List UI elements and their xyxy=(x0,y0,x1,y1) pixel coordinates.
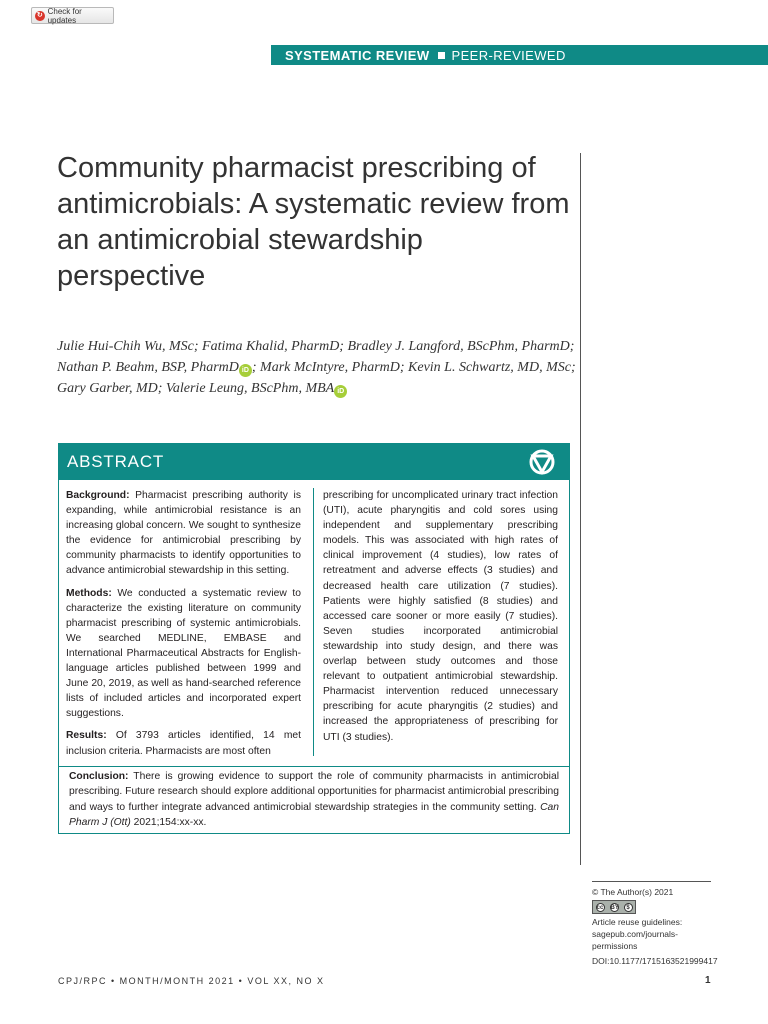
orcid-icon[interactable]: iD xyxy=(334,385,347,398)
conclusion-box xyxy=(58,767,570,834)
journal-logo-icon xyxy=(527,447,557,477)
citation-journal: Can Pharm J (Ott) xyxy=(69,801,559,828)
conclusion-label: Conclusion: xyxy=(69,771,129,782)
section-label: SYSTEMATIC REVIEW xyxy=(285,47,430,63)
background-text: Pharmacist prescribing authority is expanding, while antimicrobial resistance is an increasing global concern. We sought to synthesize the evidence for antimicrobial prescribing by community pharmacists to identify opportunities to advance antimicrobial stewardship in this setting. xyxy=(66,490,301,577)
abstract-right-column xyxy=(323,488,558,752)
authors-line-3: Gary Garber, MD; Valerie Leung, BScPhm, MBA xyxy=(57,381,335,396)
article-title: Community pharmacist prescribing of antimicrobials: A systematic review from an antimicrobial stewardship perspective xyxy=(57,152,570,292)
background-paragraph xyxy=(66,488,301,579)
results-text: Of 3793 articles identified, 14 met inclusion criteria. Pharmacists are most often xyxy=(66,730,301,757)
column-divider xyxy=(313,488,314,756)
results-paragraph xyxy=(66,728,301,758)
methods-text: We conducted a systematic review to characterize the existing literature on community pharmacist prescribing of systemic antimicrobials. We searched MEDLINE, EMBASE and International Pharmaceutical Abstracts for English-language articles published between 1999 and June 20, 2019, as well as hand-searched reference lists of included articles and incorporated expert suggestions. xyxy=(66,587,301,720)
article-type-banner xyxy=(271,45,768,65)
check-for-updates-label: Check for updates xyxy=(47,6,82,25)
review-tag: PEER-REVIEWED xyxy=(451,47,566,63)
authors-line-1: Julie Hui-Chih Wu, MSc; Fatima Khalid, PharmD; Bradley J. Langford, BScPhm, PharmD; xyxy=(57,339,575,354)
methods-label: Methods: xyxy=(66,587,112,599)
page-number: 1 xyxy=(705,975,711,986)
authors-line-2b: ; Mark McIntyre, PharmD; Kevin L. Schwartz, MD, MSc; xyxy=(251,360,576,375)
check-for-updates-button[interactable] xyxy=(31,7,114,24)
cc-nc-icon: $ xyxy=(624,903,633,912)
copyright-text: © The Author(s) 2021 xyxy=(592,887,674,897)
vertical-divider xyxy=(580,153,581,865)
methods-paragraph xyxy=(66,586,301,722)
abstract-heading: ABSTRACT xyxy=(67,452,165,471)
background-label: Background: xyxy=(66,490,130,501)
author-list xyxy=(57,336,577,399)
journal-footer: CPJ/RPC • MONTH/MONTH 2021 • VOL XX, NO X xyxy=(58,976,325,986)
authors-line-2a: Nathan P. Beahm, BSP, PharmD xyxy=(57,360,239,375)
reuse-link[interactable]: sagepub.com/journals-permissions xyxy=(592,929,678,951)
abstract-box xyxy=(58,443,570,767)
doi-link[interactable]: DOI:10.1177/1715163521999417 xyxy=(592,956,718,966)
orcid-icon[interactable]: iD xyxy=(239,364,252,377)
cc-license-icon[interactable] xyxy=(592,900,636,914)
cc-by-icon: BY xyxy=(610,904,619,911)
citation-rest: 2021;154:xx-xx. xyxy=(130,816,207,828)
abstract-left-column xyxy=(66,488,301,766)
results-label: Results: xyxy=(66,730,107,742)
conclusion-text: There is growing evidence to support the role of community pharmacists in antimicrobial prescribing. Future research should explore additional opportunities for pharmacist antimicrobial prescribing and ways to further integrate advanced antimicrobial stewardship strategies in the community setting. xyxy=(69,771,559,813)
abstract-header xyxy=(59,444,569,480)
refresh-icon: ↻ xyxy=(36,11,43,19)
cc-icon: cc xyxy=(596,904,604,911)
results-continued: prescribing for uncomplicated urinary tract infection (UTI), acute pharyngitis and cold sores using independent and supplementary prescribing models. This was associated with high rates of clinical improvement (4 studies), low rates of retreatment and adverse effects (3 studies) and decreased health care utilization (7 studies). Patients were highly satisfied (8 studies) and accessed care sooner or more easily (7 studies). Seven studies incorporated antimicrobial stewardship into study design, and there was overlap between study outcomes and those relevant to outpatient antimicrobial stewardship. Pharmacist intervention reduced unnecessary prescribing for acute pharyngitis (2 studies) and increased the appropriateness of prescribing for UTI (3 studies). xyxy=(323,490,558,743)
side-info xyxy=(592,881,718,967)
reuse-label: Article reuse guidelines: xyxy=(592,917,683,927)
square-bullet-icon xyxy=(438,52,445,59)
